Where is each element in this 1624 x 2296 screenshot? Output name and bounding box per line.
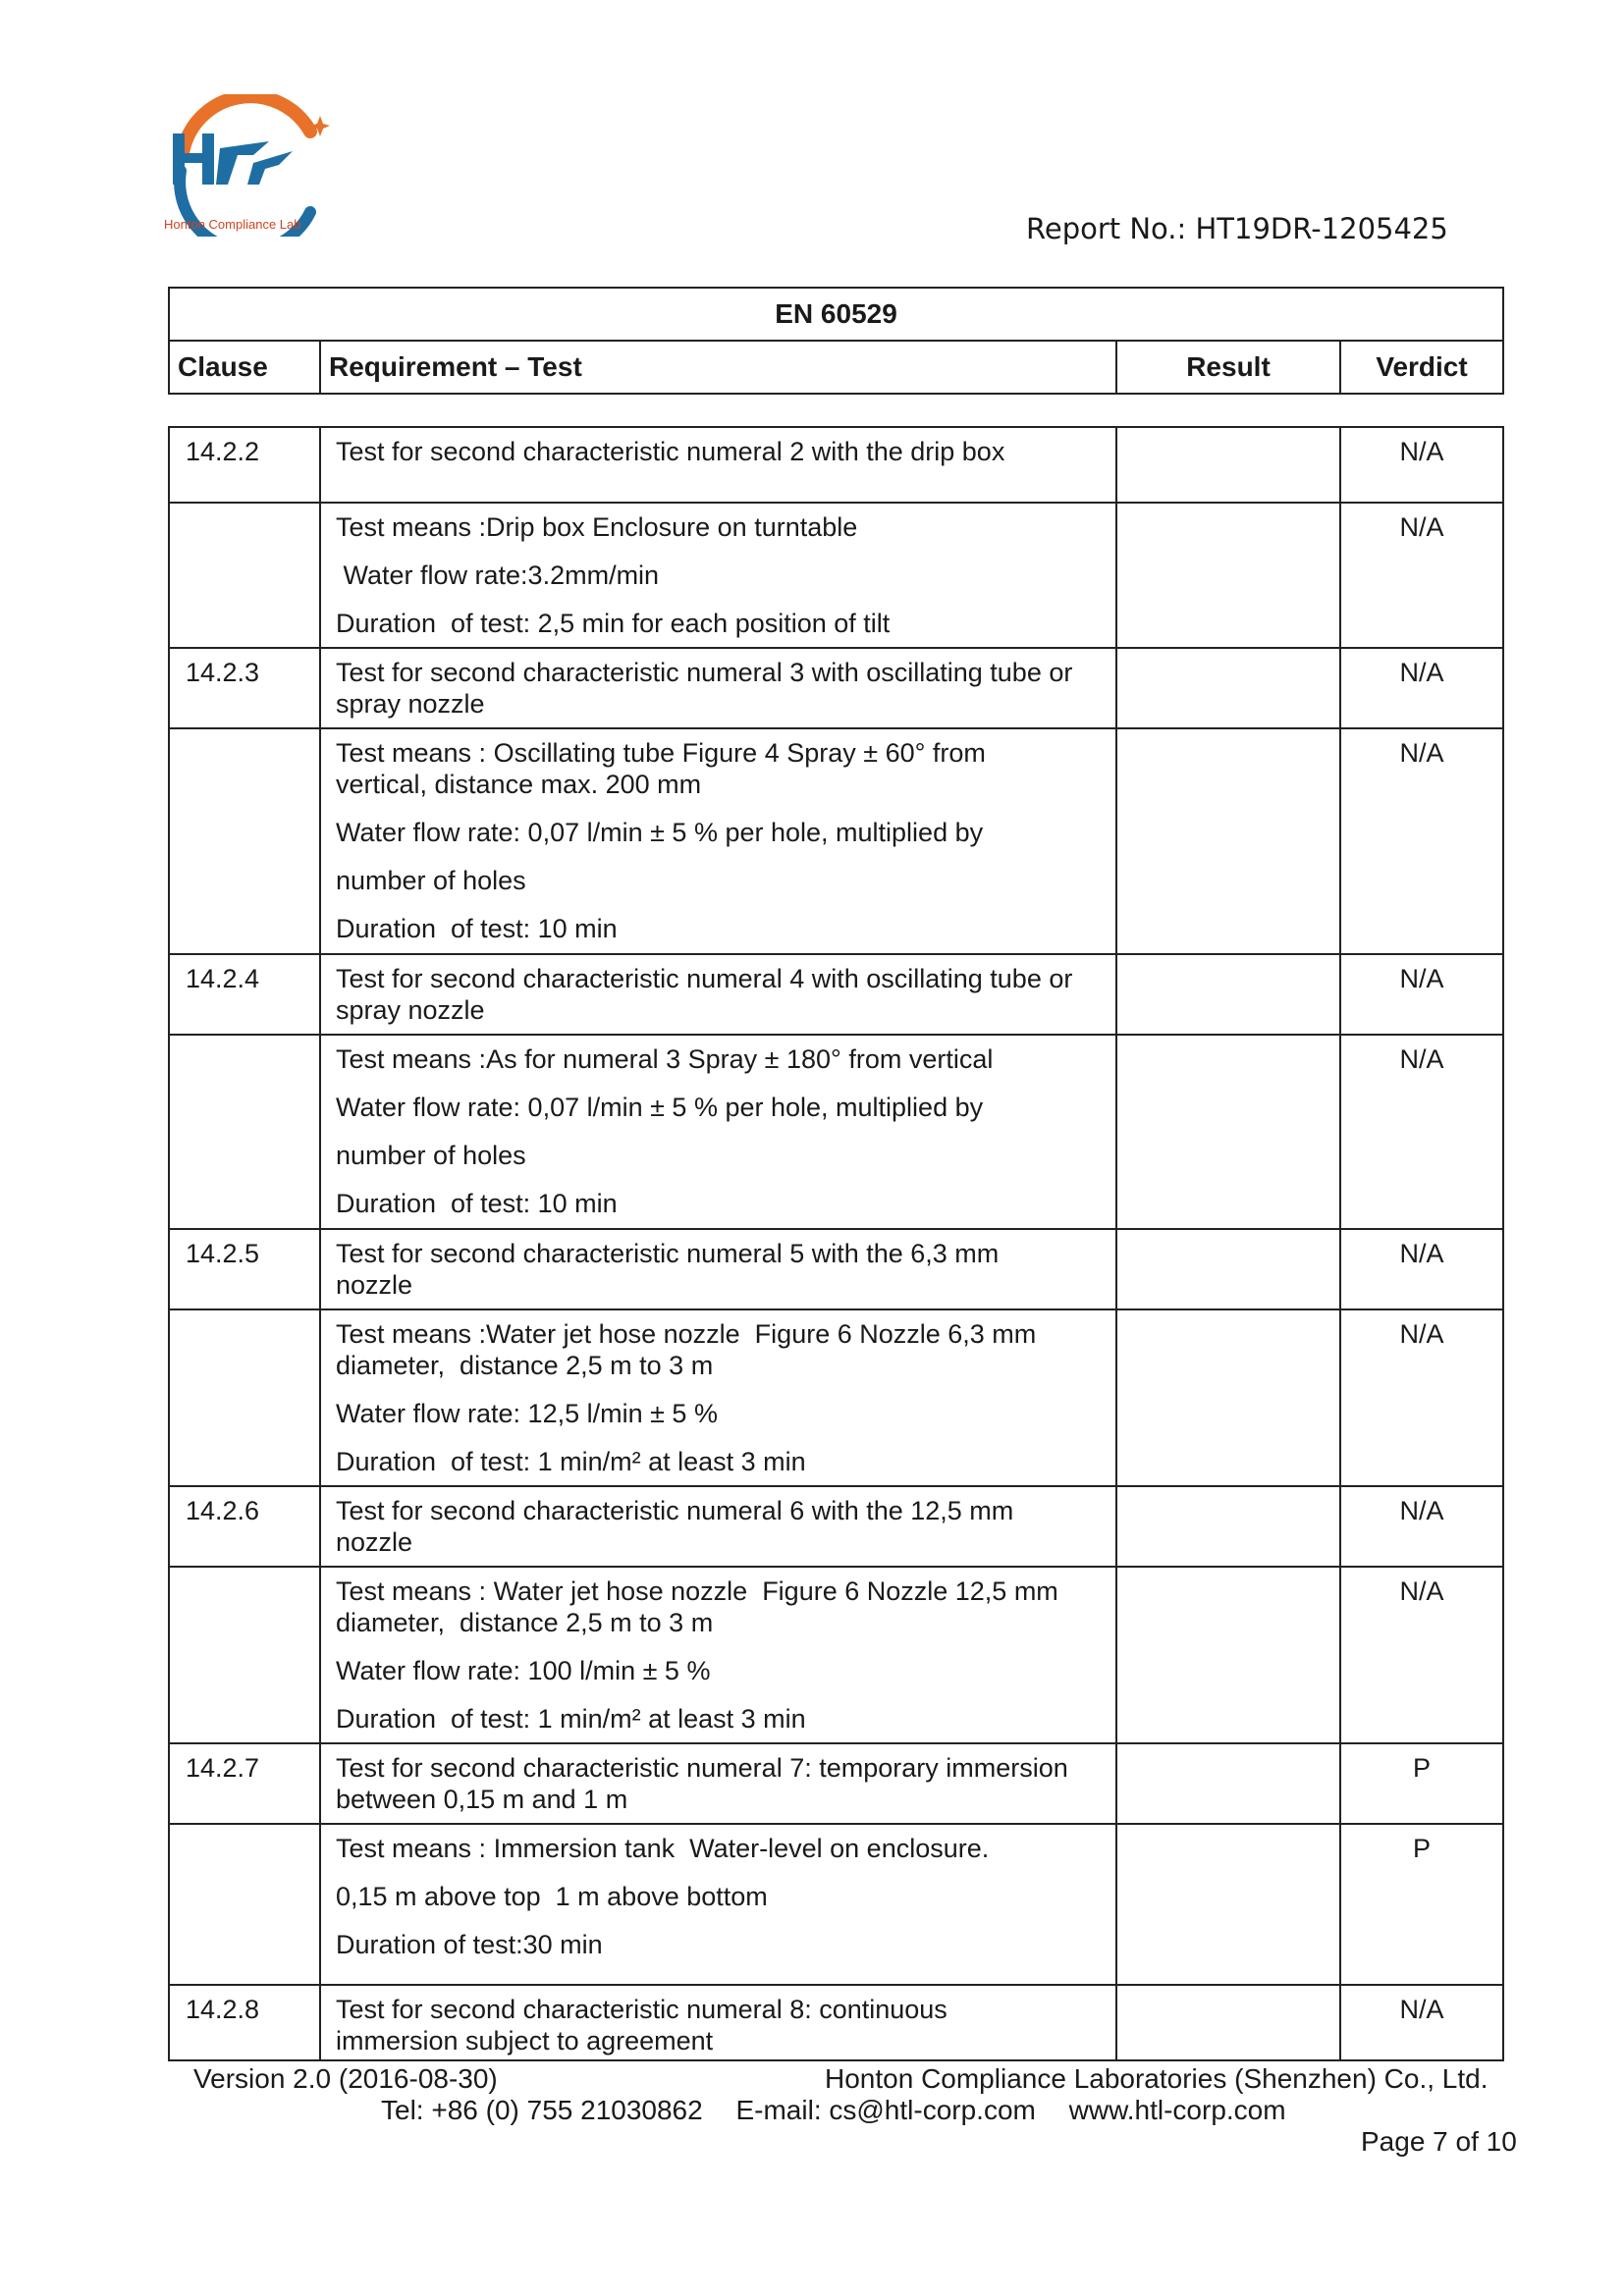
report-number: Report No.: HT19DR-1205425 <box>1026 212 1448 245</box>
requirement-line: Duration of test: 10 min <box>336 914 618 943</box>
requirement-line: spray nozzle <box>336 689 485 719</box>
requirement-paragraph <box>336 1655 1104 1686</box>
requirement-line: nozzle <box>336 1270 413 1300</box>
table-row <box>169 728 1503 954</box>
requirement-line: Test for second characteristic numeral 7: temporary immersion <box>336 1753 1068 1783</box>
requirement-line: Test means : Oscillating tube Figure 4 Spray ± 60° from <box>336 738 986 768</box>
verdict-cell: N/A <box>1340 1035 1503 1229</box>
requirement-line: Duration of test: 2,5 min for each position of tilt <box>336 609 891 638</box>
result-cell <box>1116 1309 1340 1486</box>
table-row <box>169 1567 1503 1743</box>
requirement-line: Water flow rate: 0,07 l/min ± 5 % per hole, multiplied by <box>336 818 984 847</box>
footer-contact <box>381 2095 1312 2126</box>
table-row <box>169 1743 1503 1824</box>
result-cell <box>1116 427 1340 503</box>
requirement-paragraph <box>336 1495 1104 1558</box>
logo-caption: Honton Compliance Lab <box>164 217 301 232</box>
requirement-line: Test means : Water jet hose nozzle Figure 6 Nozzle 12,5 mm <box>336 1576 1058 1606</box>
result-cell <box>1116 1567 1340 1743</box>
result-cell <box>1116 954 1340 1035</box>
requirement-paragraph <box>336 1140 1104 1171</box>
verdict-cell: N/A <box>1340 1567 1503 1743</box>
requirement-cell <box>320 1567 1116 1743</box>
requirement-line: Test for second characteristic numeral 5 with the 6,3 mm <box>336 1239 1000 1268</box>
footer-website: www.htl-corp.com <box>1068 2095 1286 2125</box>
clause-cell: 14.2.8 <box>169 1985 320 2060</box>
requirement-cell <box>320 1486 1116 1567</box>
requirement-paragraph <box>336 1238 1104 1301</box>
requirement-cell <box>320 1309 1116 1486</box>
result-cell <box>1116 648 1340 728</box>
requirement-line: Water flow rate: 0,07 l/min ± 5 % per hole, multiplied by <box>336 1093 984 1122</box>
requirement-line: Test means :Drip box Enclosure on turntable <box>336 512 858 542</box>
htc-logo-icon <box>163 94 330 237</box>
result-cell <box>1116 1743 1340 1824</box>
requirement-paragraph <box>336 865 1104 896</box>
requirement-line: Water flow rate: 12,5 l/min ± 5 % <box>336 1399 718 1428</box>
requirement-paragraph <box>336 1092 1104 1123</box>
requirement-line: number of holes <box>336 1141 526 1170</box>
clause-cell: 14.2.5 <box>169 1229 320 1309</box>
requirement-line: Test means :As for numeral 3 Spray ± 180° from vertical <box>336 1044 994 1074</box>
verdict-cell: P <box>1340 1743 1503 1824</box>
requirement-line: 0,15 m above top 1 m above bottom <box>336 1882 768 1911</box>
requirement-paragraph <box>336 1575 1104 1638</box>
requirement-cell <box>320 503 1116 648</box>
requirement-line: Test means : Immersion tank Water-level on enclosure. <box>336 1834 990 1863</box>
footer-version: Version 2.0 (2016-08-30) <box>193 2063 498 2094</box>
footer-tel: Tel: +86 (0) 755 21030862 <box>381 2095 703 2125</box>
requirement-line: Duration of test: 1 min/m² at least 3 min <box>336 1704 806 1734</box>
requirement-paragraph <box>336 1703 1104 1735</box>
column-header-clause: Clause <box>169 341 320 394</box>
verdict-cell: N/A <box>1340 1229 1503 1309</box>
requirement-paragraph <box>336 1994 1104 2056</box>
requirement-paragraph <box>336 817 1104 848</box>
clause-cell <box>169 1824 320 1985</box>
clause-cell <box>169 1035 320 1229</box>
requirement-paragraph <box>336 1881 1104 1912</box>
standard-title: EN 60529 <box>169 288 1503 341</box>
clause-cell <box>169 503 320 648</box>
requirement-line: Duration of test:30 min <box>336 1930 603 1959</box>
requirement-cell <box>320 648 1116 728</box>
requirement-line: Test for second characteristic numeral 6 with the 12,5 mm <box>336 1496 1014 1525</box>
table-row <box>169 1035 1503 1229</box>
table-row <box>169 503 1503 648</box>
requirement-line: Test for second characteristic numeral 8: continuous <box>336 1995 947 2024</box>
requirement-line: Duration of test: 1 min/m² at least 3 min <box>336 1447 806 1476</box>
clause-cell <box>169 728 320 954</box>
requirement-line: Water flow rate: 100 l/min ± 5 % <box>336 1656 711 1685</box>
table-row <box>169 954 1503 1035</box>
requirement-paragraph <box>336 608 1104 639</box>
requirement-cell <box>320 1824 1116 1985</box>
requirement-paragraph <box>336 963 1104 1026</box>
clause-cell <box>169 1567 320 1743</box>
clause-cell: 14.2.4 <box>169 954 320 1035</box>
clause-cell: 14.2.7 <box>169 1743 320 1824</box>
requirement-cell <box>320 1743 1116 1824</box>
requirement-paragraph <box>336 511 1104 543</box>
footer-company: Honton Compliance Laboratories (Shenzhen) Co., Ltd. <box>825 2063 1489 2094</box>
result-cell <box>1116 503 1340 648</box>
result-cell <box>1116 1985 1340 2060</box>
requirement-cell <box>320 1985 1116 2060</box>
requirement-paragraph <box>336 1188 1104 1219</box>
verdict-cell: N/A <box>1340 954 1503 1035</box>
requirement-line: Test for second characteristic numeral 3 with oscillating tube or <box>336 658 1073 687</box>
requirement-line: diameter, distance 2,5 m to 3 m <box>336 1608 714 1637</box>
column-header-requirement: Requirement – Test <box>320 341 1116 394</box>
table-row <box>169 1486 1503 1567</box>
result-cell <box>1116 1824 1340 1985</box>
requirement-cell <box>320 427 1116 503</box>
requirement-line: Duration of test: 10 min <box>336 1189 618 1218</box>
result-cell <box>1116 1486 1340 1567</box>
result-cell <box>1116 728 1340 954</box>
requirement-paragraph <box>336 436 1104 467</box>
requirement-paragraph <box>336 560 1104 591</box>
requirement-paragraph <box>336 1398 1104 1429</box>
requirement-paragraph <box>336 657 1104 720</box>
requirement-paragraph <box>336 913 1104 944</box>
requirement-paragraph <box>336 1752 1104 1815</box>
column-header-result: Result <box>1116 341 1340 394</box>
verdict-cell: N/A <box>1340 427 1503 503</box>
clause-cell: 14.2.3 <box>169 648 320 728</box>
table-row <box>169 1824 1503 1985</box>
verdict-cell: N/A <box>1340 1309 1503 1486</box>
result-cell <box>1116 1035 1340 1229</box>
page-number: Page 7 of 10 <box>1361 2126 1517 2157</box>
table-row <box>169 427 1503 503</box>
requirement-line: spray nozzle <box>336 995 485 1025</box>
requirement-line: immersion subject to agreement <box>336 2026 714 2056</box>
result-cell <box>1116 1229 1340 1309</box>
verdict-cell: P <box>1340 1824 1503 1985</box>
requirement-cell <box>320 954 1116 1035</box>
requirement-line: nozzle <box>336 1527 413 1557</box>
requirement-line: vertical, distance max. 200 mm <box>336 770 702 799</box>
requirement-line: number of holes <box>336 866 526 895</box>
requirement-line: Test for second characteristic numeral 4 with oscillating tube or <box>336 964 1073 993</box>
requirement-paragraph <box>336 1833 1104 1864</box>
verdict-cell: N/A <box>1340 648 1503 728</box>
table-row <box>169 1985 1503 2060</box>
requirement-line: Test means :Water jet hose nozzle Figure 6 Nozzle 6,3 mm <box>336 1319 1037 1349</box>
requirement-cell <box>320 728 1116 954</box>
requirement-cell <box>320 1035 1116 1229</box>
clause-cell <box>169 1309 320 1486</box>
table-header <box>168 287 1504 395</box>
requirement-paragraph <box>336 1318 1104 1381</box>
column-header-verdict: Verdict <box>1340 341 1503 394</box>
requirement-paragraph <box>336 1446 1104 1477</box>
table-row <box>169 1229 1503 1309</box>
requirement-paragraph <box>336 1043 1104 1075</box>
table-row <box>169 648 1503 728</box>
requirement-cell <box>320 1229 1116 1309</box>
table-row <box>169 1309 1503 1486</box>
requirement-paragraph <box>336 737 1104 800</box>
clause-cell: 14.2.2 <box>169 427 320 503</box>
verdict-cell: N/A <box>1340 1985 1503 2060</box>
requirement-paragraph <box>336 1929 1104 1960</box>
requirement-line: diameter, distance 2,5 m to 3 m <box>336 1351 714 1380</box>
verdict-cell: N/A <box>1340 728 1503 954</box>
requirement-line: between 0,15 m and 1 m <box>336 1785 628 1814</box>
requirement-line: Water flow rate:3.2mm/min <box>336 561 660 590</box>
verdict-cell: N/A <box>1340 1486 1503 1567</box>
requirement-line: Test for second characteristic numeral 2 with the drip box <box>336 437 1005 466</box>
footer-email: E-mail: cs@htl-corp.com <box>735 2095 1036 2125</box>
verdict-cell: N/A <box>1340 503 1503 648</box>
test-table <box>168 426 1504 2061</box>
clause-cell: 14.2.6 <box>169 1486 320 1567</box>
